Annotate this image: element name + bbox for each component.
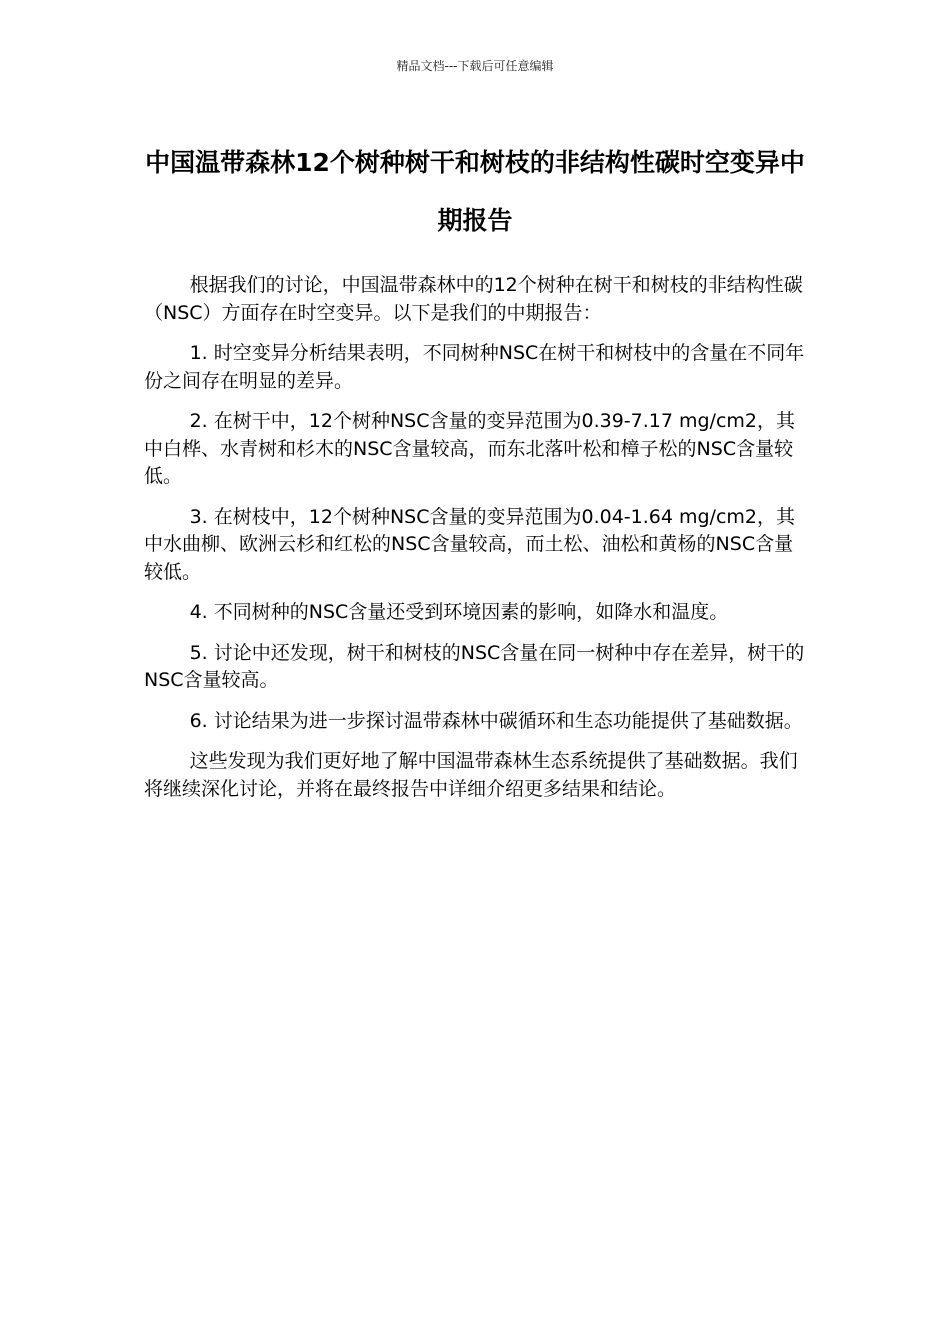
paragraph-item-2: 2. 在树干中，12个树种NSC含量的变异范围为0.39-7.17 mg/cm2，其中白桦、水青树和杉木的NSC含量较高，而东北落叶松和樟子松的NSC含量较低。 (144, 410, 795, 487)
paragraph-item-6: 6. 讨论结果为进一步探讨温带森林中碳循环和生态功能提供了基础数据。 (189, 709, 803, 732)
paragraph-item-1: 1. 时空变异分析结果表明，不同树种NSC在树干和树枝中的含量在不同年份之间存在明显的差异。 (144, 342, 805, 392)
document-body (144, 272, 808, 816)
header-note: 精品文档---下载后可任意编辑 (396, 59, 554, 73)
paragraph-intro: 根据我们的讨论，中国温带森林中的12个树种在树干和树枝的非结构性碳（NSC）方面存在时空变异。以下是我们的中期报告： (144, 274, 803, 324)
paragraph-conclusion: 这些发现为我们更好地了解中国温带森林生态系统提供了基础数据。我们将继续深化讨论，并将在最终报告中详细介绍更多结果和结论。 (144, 750, 798, 800)
paragraph-item-3: 3. 在树枝中，12个树种NSC含量的变异范围为0.04-1.64 mg/cm2，其中水曲柳、欧洲云杉和红松的NSC含量较高，而土松、油松和黄杨的NSC含量较低。 (144, 505, 795, 583)
paragraph-item-5: 5. 讨论中还发现，树干和树枝的NSC含量在同一树种中存在差异，树干的NSC含量较高。 (144, 641, 805, 691)
document-title: 中国温带森林12个树种树干和树枝的非结构性碳时空变异中期报告 (145, 148, 805, 235)
paragraph-item-4: 4. 不同树种的NSC含量还受到环境因素的影响，如降水和温度。 (189, 601, 729, 623)
